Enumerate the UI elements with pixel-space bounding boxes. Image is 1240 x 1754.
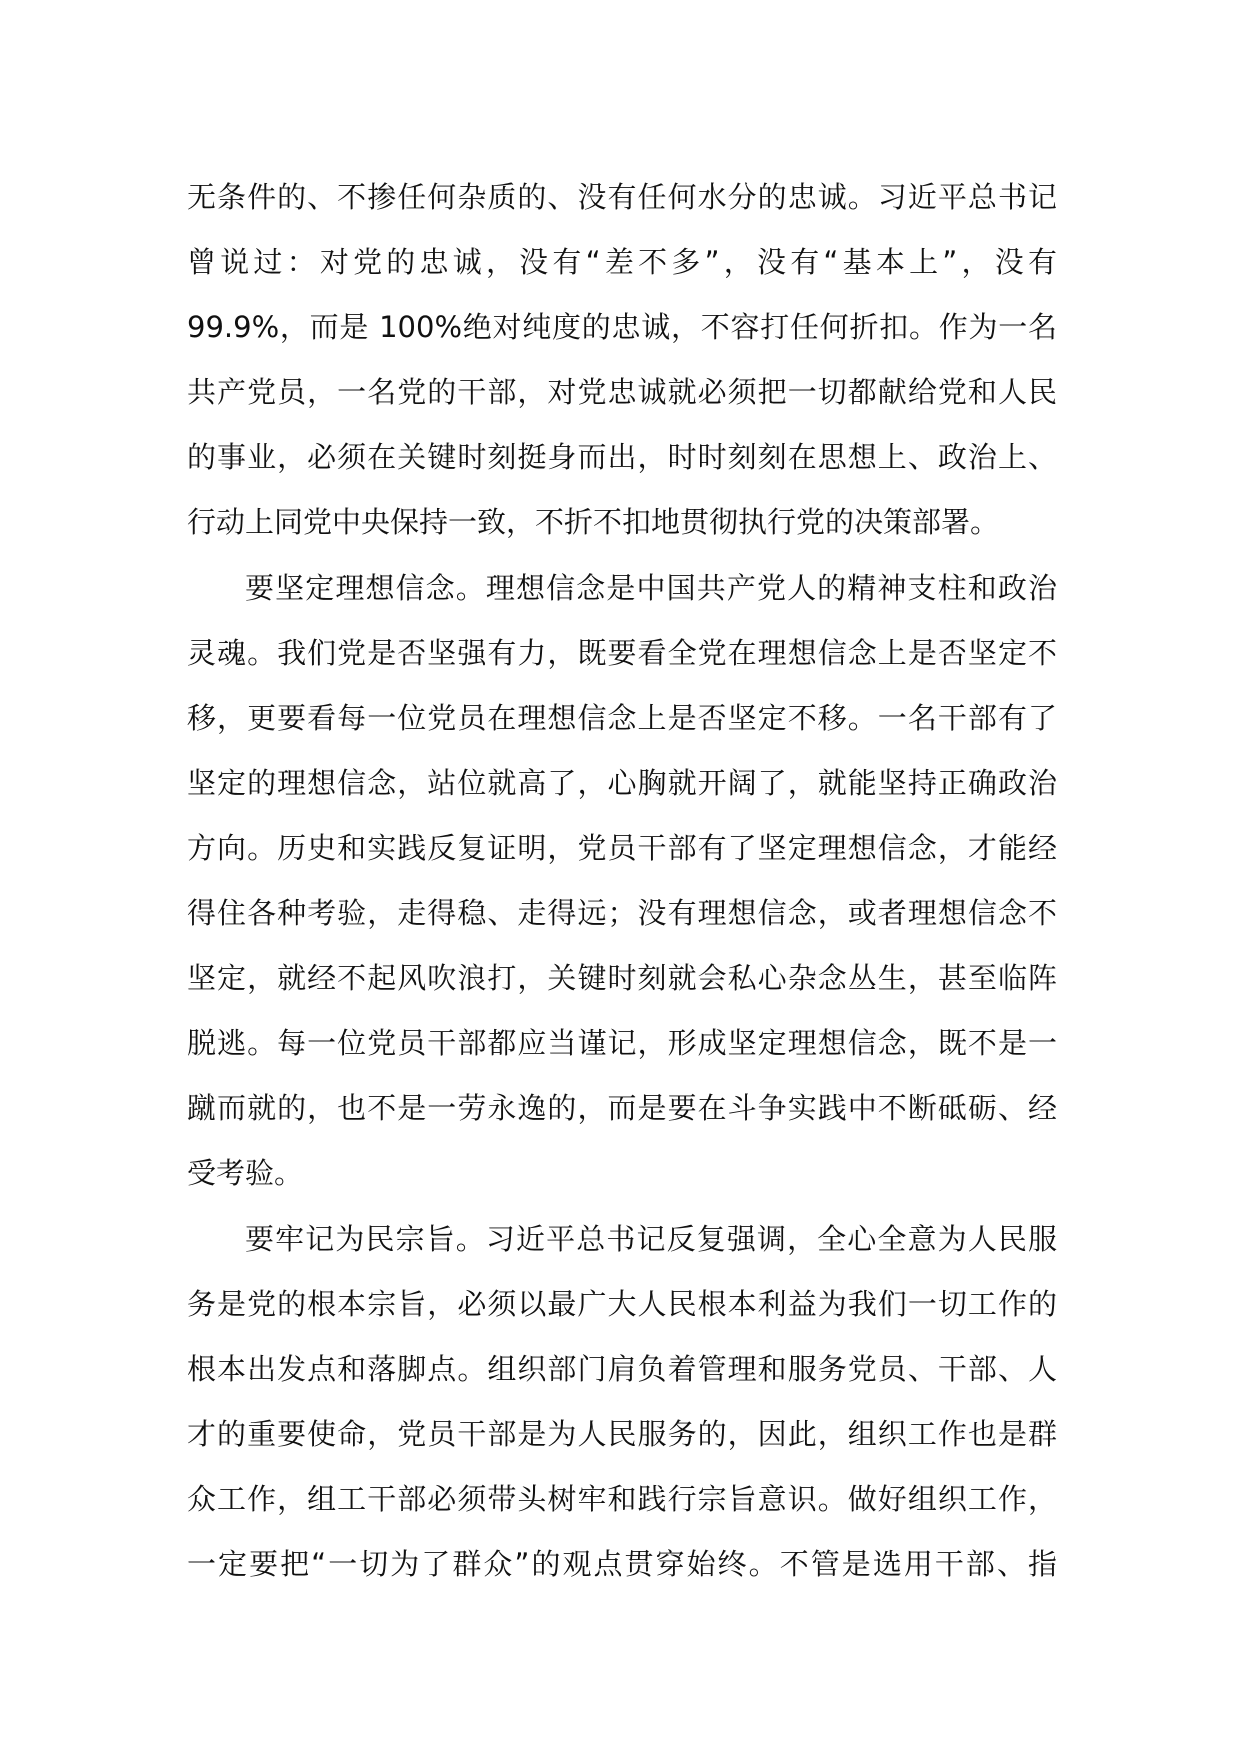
text-line: 蹴而就的，也不是一劳永逸的，而是要在斗争实践中不断砥砺、经 <box>187 1091 1057 1126</box>
text-line: 曾说过：对党的忠诚，没有“差不多”，没有“基本上”，没有 <box>187 245 1057 280</box>
text-line: 受考验。 <box>187 1156 304 1191</box>
text-line: 无条件的、不掺任何杂质的、没有任何水分的忠诚。习近平总书记 <box>187 180 1057 214</box>
text-line: 移，更要看每一位党员在理想信念上是否坚定不移。一名干部有了 <box>187 700 1057 735</box>
document-body <box>187 165 1057 1597</box>
text-line: 灵魂。我们党是否坚强有力，既要看全党在理想信念上是否坚定不 <box>187 635 1057 670</box>
paragraph-people <box>187 1207 1057 1598</box>
text-line: 务是党的根本宗旨，必须以最广大人民根本利益为我们一切工作的 <box>187 1286 1057 1321</box>
text-line: 行动上同党中央保持一致，不折不扣地贯彻执行党的决策部署。 <box>187 505 1000 540</box>
paragraph-loyalty <box>187 165 1057 556</box>
text-line: 方向。历史和实践反复证明，党员干部有了坚定理想信念，才能经 <box>187 830 1057 865</box>
text-line: 得住各种考验，走得稳、走得远；没有理想信念，或者理想信念不 <box>187 896 1057 931</box>
paragraph-ideals <box>187 556 1057 1207</box>
text-line: 99.9%，而是 100%绝对纯度的忠诚，不容打任何折扣。作为一名 <box>187 310 1057 345</box>
text-line: 共产党员，一名党的干部，对党忠诚就必须把一切都献给党和人民 <box>187 375 1057 410</box>
text-line: 一定要把“一切为了群众”的观点贯穿始终。不管是选用干部、指 <box>187 1546 1057 1581</box>
text-line: 要坚定理想信念。理想信念是中国共产党人的精神支柱和政治 <box>245 570 1057 605</box>
text-line: 众工作，组工干部必须带头树牢和践行宗旨意识。做好组织工作， <box>187 1481 1057 1516</box>
text-line: 脱逃。每一位党员干部都应当谨记，形成坚定理想信念，既不是一 <box>187 1026 1057 1061</box>
text-line: 要牢记为民宗旨。习近平总书记反复强调，全心全意为人民服 <box>245 1221 1057 1256</box>
text-line: 才的重要使命，党员干部是为人民服务的，因此，组织工作也是群 <box>187 1416 1057 1451</box>
text-line: 坚定，就经不起风吹浪打，关键时刻就会私心杂念丛生，甚至临阵 <box>187 961 1057 996</box>
text-line: 坚定的理想信念，站位就高了，心胸就开阔了，就能坚持正确政治 <box>187 765 1057 800</box>
text-line: 根本出发点和落脚点。组织部门肩负着管理和服务党员、干部、人 <box>187 1351 1057 1386</box>
text-line: 的事业，必须在关键时刻挺身而出，时时刻刻在思想上、政治上、 <box>187 440 1057 475</box>
